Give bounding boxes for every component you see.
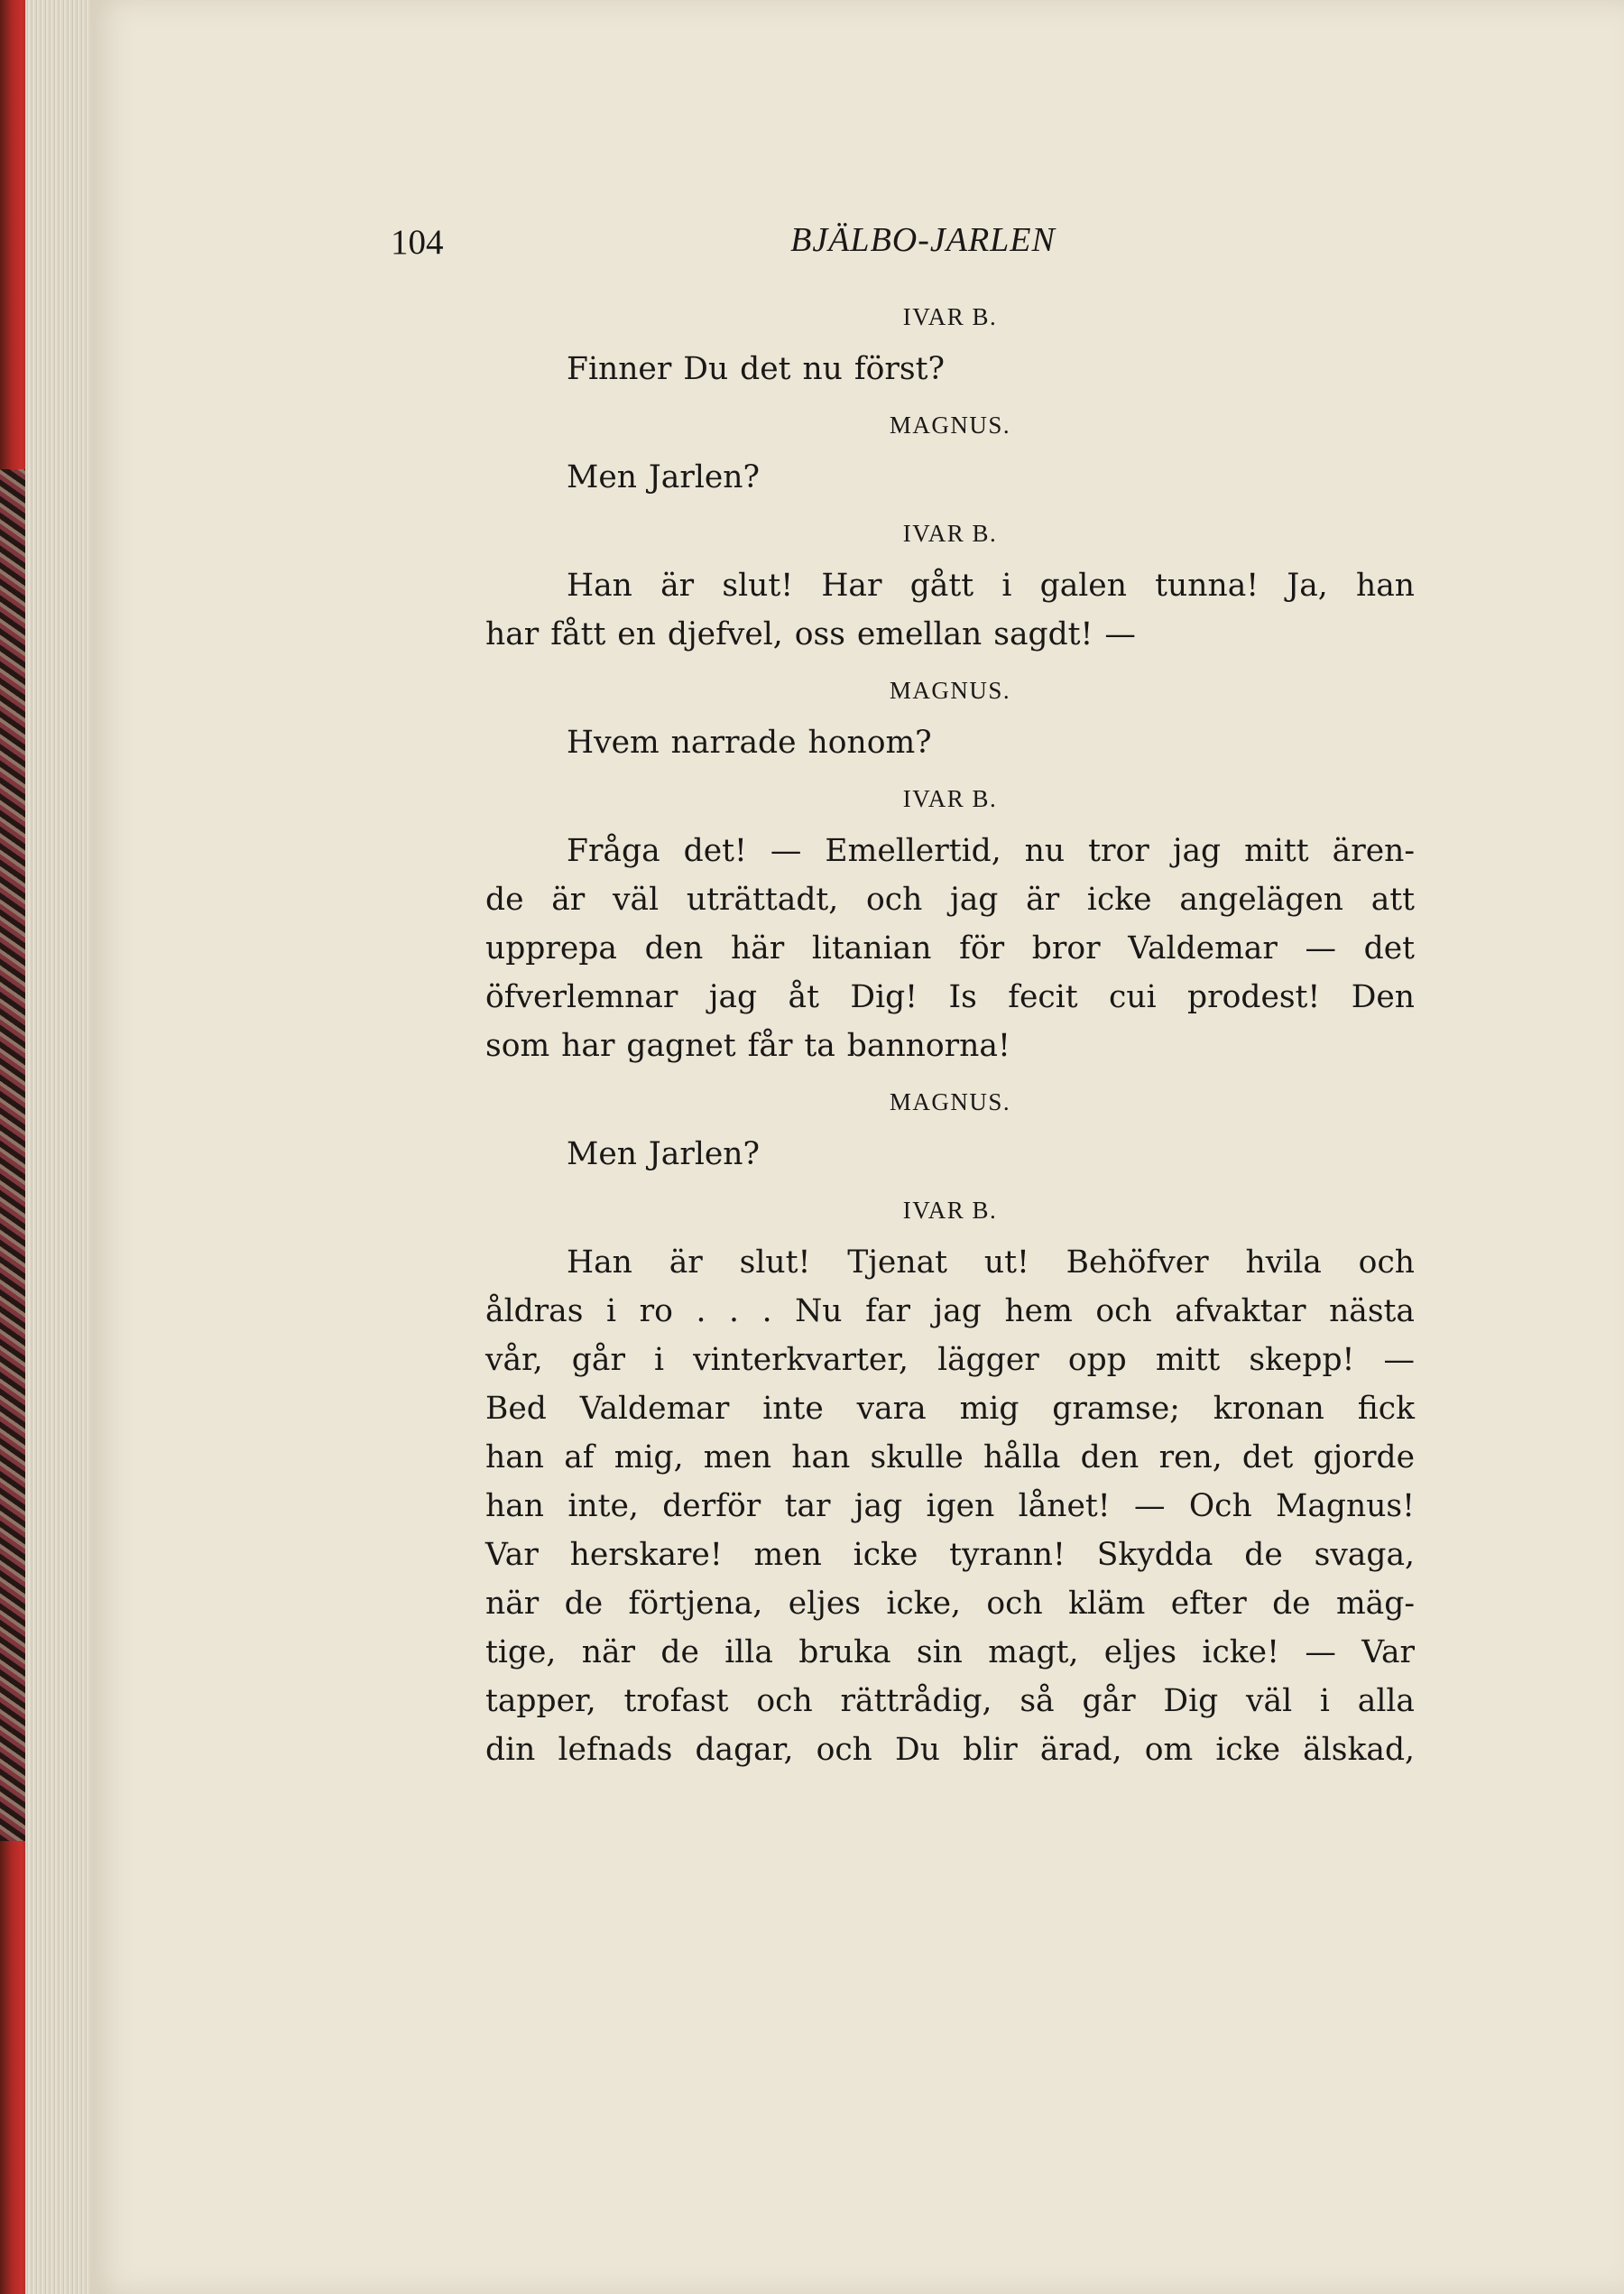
dialogue-line: Hvem narrade honom? (567, 725, 932, 761)
dialogue-block (485, 1074, 1415, 1179)
dialogue-line: upprepa den här litanian för bror Valdemar — det (485, 930, 1415, 967)
dialogue-line: han inte, derför tar jag igen lånet! — Och Magnus! (485, 1488, 1415, 1524)
dialogue-line: som har gagnet får ta bannorna! (485, 1028, 1010, 1064)
speaker-name: IVAR B. (902, 1197, 998, 1224)
dialogue-line: tapper, trofast och rättrådig, så går Dig väl i alla (485, 1683, 1415, 1719)
dialogue-line: Bed Valdemar inte vara mig gramse; kronan fick (485, 1391, 1415, 1427)
dialogue-line: åldras i ro . . . Nu far jag hem och afvaktar nästa (485, 1293, 1415, 1329)
speaker-name: MAGNUS. (889, 677, 1011, 704)
dialogue-line: Han är slut! Tjenat ut! Behöfver hvila och (567, 1244, 1415, 1281)
speaker-name: MAGNUS. (889, 412, 1011, 439)
dialogue-line: din lefnads dagar, och Du blir ärad, om icke älskad, (485, 1732, 1415, 1768)
dialogue-block (485, 771, 1415, 1070)
dialogue-line: Finner Du det nu först? (567, 351, 945, 387)
dialogue-line: Men Jarlen? (567, 1136, 760, 1172)
speaker-name: MAGNUS. (889, 1088, 1011, 1115)
dialogue-line: Fråga det! — Emellertid, nu tror jag mitt ären- (567, 833, 1415, 869)
dialogue-block (485, 1182, 1415, 1774)
dialogue-line: öfverlemnar jag åt Dig! Is fecit cui prodest! Den (485, 979, 1415, 1015)
dialogue-line: han af mig, men han skulle hålla den ren, det gjorde (485, 1439, 1415, 1475)
dialogue-line: vår, går i vinterkvarter, lägger opp mitt skepp! — (485, 1342, 1415, 1378)
dialogue-block (485, 397, 1415, 502)
dialogue-line: de är väl uträttadt, och jag är icke angelägen att (485, 882, 1415, 918)
dialogue-line: Var herskare! men icke tyrann! Skydda de svaga, (485, 1537, 1415, 1573)
page-number: 104 (391, 223, 444, 262)
speaker-name: IVAR B. (902, 303, 998, 330)
play-text (485, 289, 1415, 1778)
running-title: BJÄLBO-JARLEN (790, 221, 1056, 259)
dialogue-line: Men Jarlen? (567, 459, 760, 495)
speaker-name: IVAR B. (902, 785, 998, 812)
speaker-name: IVAR B. (902, 520, 998, 547)
dialogue-block (485, 505, 1415, 659)
dialogue-block (485, 662, 1415, 767)
page-header (391, 217, 1419, 271)
dialogue-block (485, 289, 1415, 393)
dialogue-line: Han är slut! Har gått i galen tunna! Ja, han (567, 568, 1415, 604)
dialogue-line: har fått en djefvel, oss emellan sagdt! — (485, 616, 1136, 652)
dialogue-line: när de förtjena, eljes icke, och kläm efter de mäg- (485, 1586, 1415, 1622)
dialogue-line: tige, när de illa bruka sin magt, eljes icke! — Var (485, 1634, 1415, 1670)
